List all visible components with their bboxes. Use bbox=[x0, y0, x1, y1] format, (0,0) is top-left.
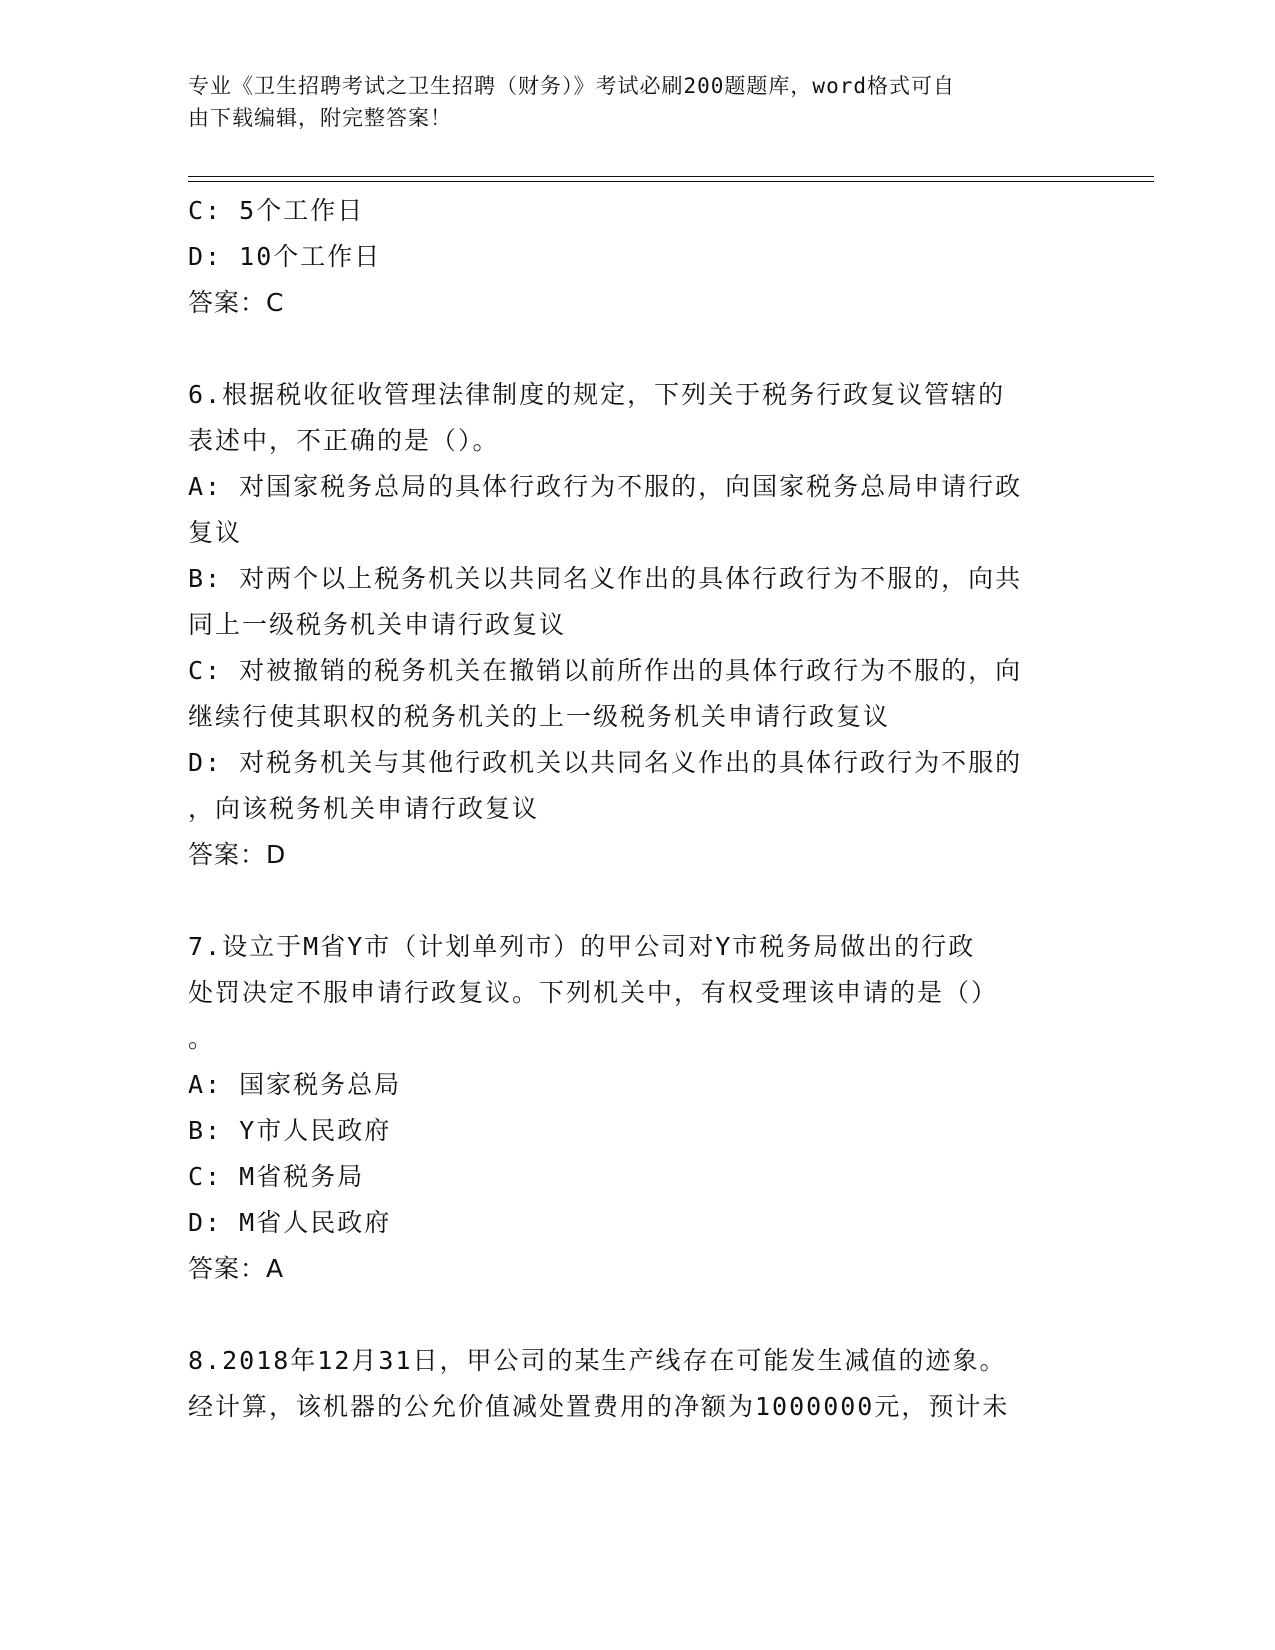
q6-option-d-line-1: D: 对税务机关与其他行政机关以共同名义作出的具体行政行为不服的 bbox=[188, 748, 1023, 777]
document-header bbox=[188, 70, 1068, 134]
q6-stem-line-2: 表述中，不正确的是（）。 bbox=[188, 426, 500, 455]
q6-option-c-line-1: C: 对被撤销的税务机关在撤销以前所作出的具体行政行为不服的，向 bbox=[188, 656, 1023, 685]
q7-stem-line-2: 处罚决定不服申请行政复议。下列机关中，有权受理该申请的是（） bbox=[188, 978, 999, 1007]
q6-option-d-line-2: ，向该税务机关申请行政复议 bbox=[188, 794, 540, 823]
q6-stem-line-1: 6.根据税收征收管理法律制度的规定，下列关于税务行政复议管辖的 bbox=[188, 380, 1006, 409]
question-spacer bbox=[188, 1292, 1088, 1338]
q6-answer: 答案：D bbox=[188, 840, 287, 869]
q5-option-d: D: 10个工作日 bbox=[188, 242, 382, 271]
q6-option-a-line-2: 复议 bbox=[188, 518, 243, 547]
header-line-1: 专业《卫生招聘考试之卫生招聘（财务）》考试必刷200题题库，word格式可自 bbox=[188, 74, 955, 98]
q7-option-b: B: Y市人民政府 bbox=[188, 1116, 392, 1145]
q8-stem-line-2: 经计算，该机器的公允价值减处置费用的净额为1000000元，预计未 bbox=[188, 1392, 1010, 1421]
q7-answer: 答案：A bbox=[188, 1254, 285, 1283]
q7-option-c: C: M省税务局 bbox=[188, 1162, 365, 1191]
question-spacer bbox=[188, 326, 1088, 372]
q6-option-b-line-1: B: 对两个以上税务机关以共同名义作出的具体行政行为不服的，向共 bbox=[188, 564, 1023, 593]
q6-option-b-line-2: 同上一级税务机关申请行政复议 bbox=[188, 610, 567, 639]
q7-stem-line-1: 7.设立于M省Y市（计划单列市）的甲公司对Y市税务局做出的行政 bbox=[188, 932, 976, 961]
q5-answer: 答案：C bbox=[188, 288, 285, 317]
q7-option-d: D: M省人民政府 bbox=[188, 1208, 392, 1237]
q5-option-c: C: 5个工作日 bbox=[188, 196, 365, 225]
question-spacer bbox=[188, 878, 1088, 924]
q7-option-a: A: 国家税务总局 bbox=[188, 1070, 402, 1099]
header-line-2: 由下载编辑，附完整答案！ bbox=[188, 106, 452, 130]
q6-option-a-line-1: A: 对国家税务总局的具体行政行为不服的，向国家税务总局申请行政 bbox=[188, 472, 1023, 501]
q7-stem-line-3: 。 bbox=[188, 1024, 216, 1053]
header-rule-top bbox=[188, 176, 1154, 177]
q8-stem-line-1: 8.2018年12月31日，甲公司的某生产线存在可能发生减值的迹象。 bbox=[188, 1346, 1007, 1375]
header-rule-bottom bbox=[188, 181, 1154, 182]
q6-option-c-line-2: 继续行使其职权的税务机关的上一级税务机关申请行政复议 bbox=[188, 702, 891, 731]
document-body bbox=[188, 188, 1088, 1430]
